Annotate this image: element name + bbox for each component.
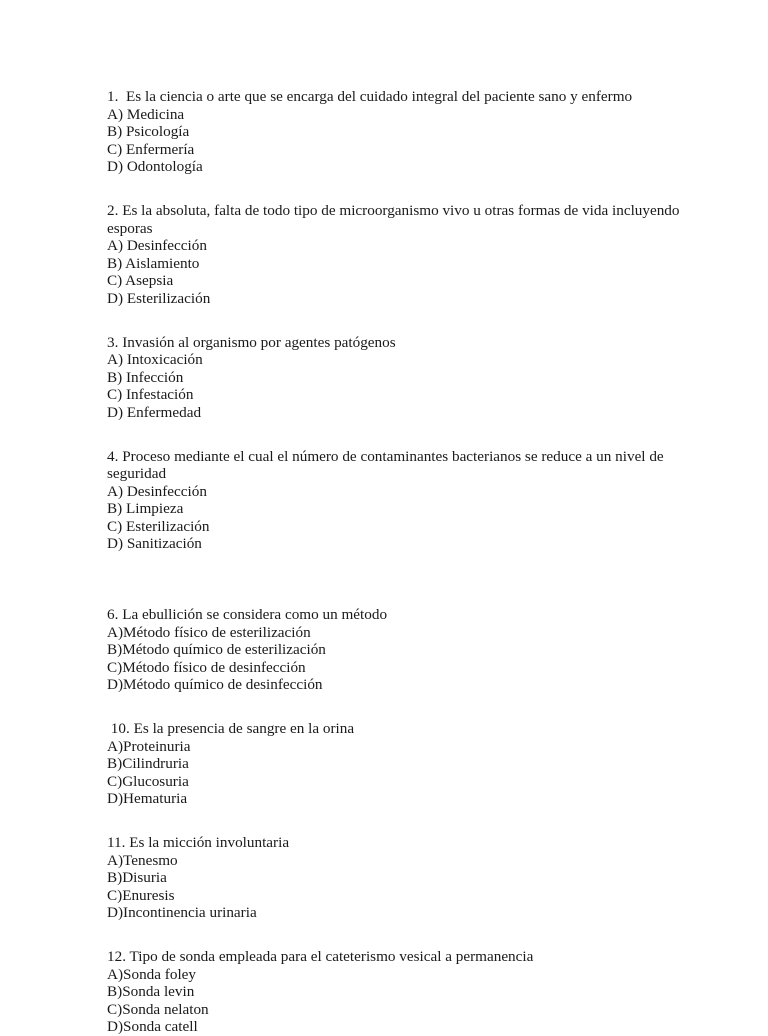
answer-option[interactable]: D) Sanitización [107,535,202,553]
question-stem: 4. Proceso mediante el cual el número de contaminantes bacterianos se reduce a un nivel de seguridad [107,447,672,483]
question-block [107,948,708,1036]
question-stem: 10. Es la presencia de sangre en la orina [107,720,355,738]
answer-option[interactable]: D)Sonda catell [107,1018,198,1036]
answer-option[interactable]: C) Asepsia [107,272,174,290]
answer-option-list [107,852,708,922]
answer-option[interactable]: D)Incontinencia urinaria [107,904,257,922]
answer-option[interactable]: D)Método químico de desinfección [107,676,323,694]
answer-option-list [107,738,708,808]
answer-option[interactable]: D) Esterilización [107,289,211,307]
answer-option[interactable]: B)Cilindruria [107,755,189,773]
answer-option[interactable]: A) Desinfección [107,237,207,255]
answer-option[interactable]: A)Proteinuria [107,737,191,755]
answer-option[interactable]: B)Método químico de esterilización [107,641,326,659]
question-block [107,202,708,308]
answer-option[interactable]: A)Método físico de esterilización [107,623,311,641]
answer-option[interactable]: C) Esterilización [107,517,210,535]
answer-option[interactable]: B) Psicología [107,123,190,141]
question-stem: 2. Es la absoluta, falta de todo tipo de microorganismo vivo u otras formas de vida incluyendo esporas [107,201,688,237]
answer-option[interactable]: B)Sonda levin [107,983,195,1001]
answer-option[interactable]: A) Desinfección [107,482,207,500]
answer-option[interactable]: C) Enfermería [107,140,195,158]
answer-option[interactable]: C)Glucosuria [107,772,189,790]
answer-option[interactable]: B) Aislamiento [107,254,200,272]
answer-option[interactable]: D) Enfermedad [107,403,202,421]
answer-option[interactable]: C)Método físico de desinfección [107,658,306,676]
answer-option-list [107,966,708,1036]
question-stem: 11. Es la micción involuntaria [107,834,290,851]
answer-option[interactable]: C)Sonda nelaton [107,1000,209,1018]
question-block [107,88,708,176]
answer-option[interactable]: A) Intoxicación [107,351,203,369]
answer-option[interactable]: C)Enuresis [107,886,175,904]
answer-option[interactable]: B) Limpieza [107,500,184,518]
question-block [107,834,708,922]
question-block [107,720,708,808]
question-stem: 3. Invasión al organismo por agentes patógenos [107,333,396,351]
answer-option-list [107,351,708,421]
answer-option[interactable]: A)Sonda foley [107,965,196,983]
answer-option-list [107,483,708,553]
answer-option[interactable]: D)Hematuria [107,790,188,808]
answer-option-list [107,624,708,694]
answer-option[interactable]: B)Disuria [107,869,167,887]
question-block [107,334,708,422]
answer-option[interactable]: A) Medicina [107,105,185,123]
question-list [107,88,708,1036]
answer-option[interactable]: D) Odontología [107,158,203,176]
question-stem: 1. Es la ciencia o arte que se encarga del cuidado integral del paciente sano y enfermo [107,88,633,105]
question-block [107,448,708,554]
answer-option[interactable]: B) Infección [107,368,184,386]
question-stem: 6. La ebullición se considera como un método [107,606,388,624]
answer-option[interactable]: C) Infestación [107,386,194,404]
question-block [107,606,708,694]
answer-option-list [107,106,708,176]
question-stem: 12. Tipo de sonda empleada para el cateterismo vesical a permanencia [107,947,534,965]
answer-option-list [107,237,708,307]
answer-option[interactable]: A)Tenesmo [107,851,178,869]
